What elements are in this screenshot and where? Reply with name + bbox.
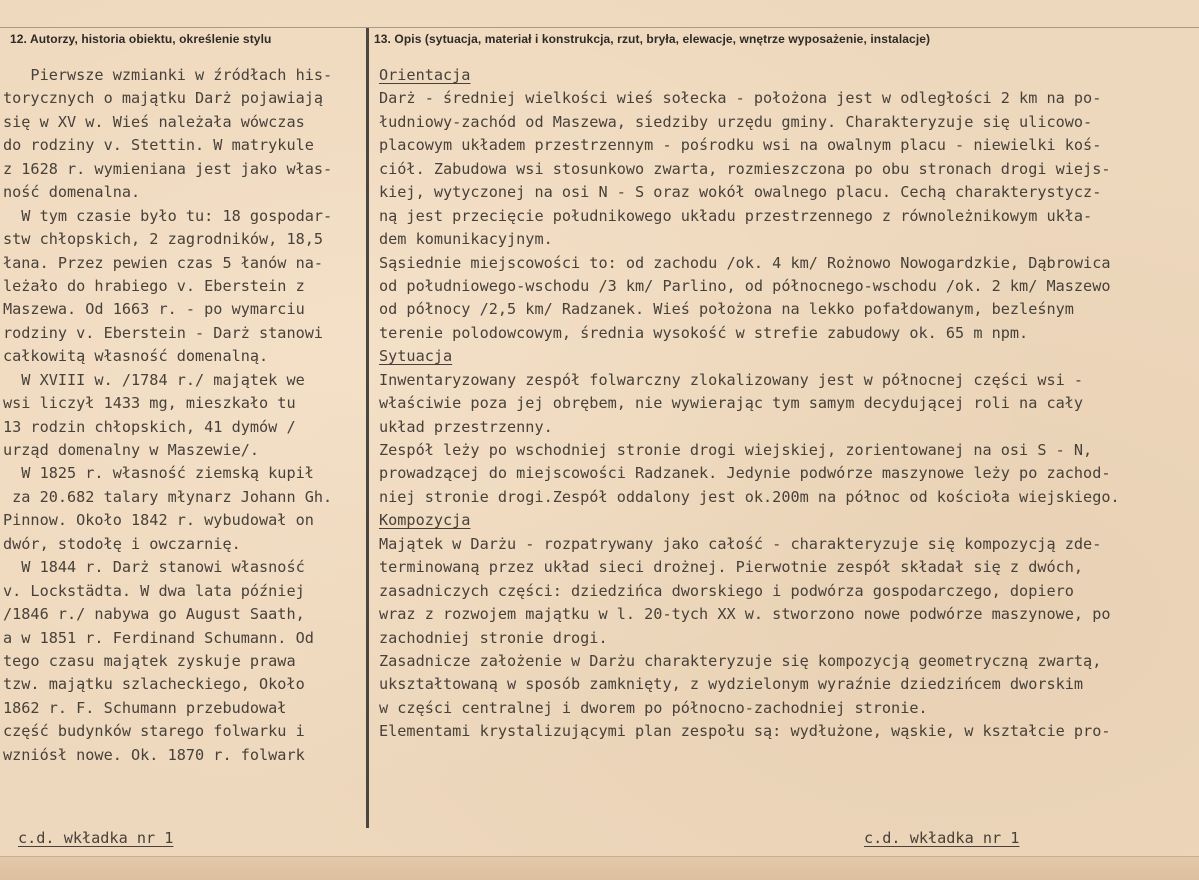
description-text-line: kiej, wytyczonej na osi N - S oraz wokół owalnego placu. Cechą charakterystycz- [379,183,1102,202]
history-text-line: ność domenalna. [3,183,141,202]
history-text-line: rodziny v. Eberstein - Darż stanowi [3,323,324,342]
section-12-continuation-note: c.d. wkładka nr 1 [18,829,174,847]
history-text-line: Pinnow. Około 1842 r. wybudował on [3,511,314,530]
section-12-text [3,64,332,767]
history-text-line: leżało do hrabiego v. Eberstein z [3,276,305,295]
top-rule [0,27,1199,28]
description-text-line: układ przestrzenny. [379,417,553,436]
description-text-line: Inwentaryzowany zespół folwarczny zlokalizowany jest w północnej części wsi - [379,370,1084,389]
history-text-line: W XVIII w. /1784 r./ majątek we [3,370,305,389]
section-12-header: 12. Autorzy, historia obiektu, określenie stylu [10,32,272,46]
history-text-line: 1862 r. F. Schumann przebudował [3,698,287,717]
description-text-line: niej stronie drogi.Zespół oddalony jest ok.200m na północ od kościoła wiejskiego. [379,487,1120,506]
description-text-line: łudniowy-zachód od Maszewa, siedziby urzędu gminy. Charakteryzuje się ulicowo- [379,112,1093,131]
description-text-line: ciół. Zabudowa wsi stosunkowo zwarta, rozmieszczona po obu stronach drogi wiejs- [379,159,1111,178]
description-text-line: Zasadnicze założenie w Darżu charakteryzuje się kompozycją geometryczną zwartą, [379,651,1102,670]
description-text-line: właściwie poza jej obrębem, nie wywierając tym samym decydującej roli na cały [379,394,1084,413]
description-text-line: od północy /2,5 km/ Radzanek. Wieś położona na lekko pofałdowanym, bezleśnym [379,300,1074,319]
description-text-line: placowym układem przestrzennym - pośrodku wsi na owalnym placu - niewielki koś- [379,136,1102,155]
description-text-line: wraz z rozwojem majątku w l. 20-tych XX w. stworzono nowe podwórze maszynowe, po [379,605,1111,624]
section-13-text [379,64,1120,744]
history-text-line: całkowitą własność domenalną. [3,347,269,366]
history-text-line: W 1844 r. Darż stanowi własność [3,558,305,577]
description-text-line: od południowego-wschodu /3 km/ Parlino, od północnego-wschodu /ok. 2 km/ Maszewo [379,276,1111,295]
history-text-line: dwór, stodołę i owczarnię. [3,534,241,553]
description-text-line: Majątek w Darżu - rozpatrywany jako całość - charakteryzuje się kompozycją zde- [379,534,1102,553]
column-divider [366,28,369,828]
history-text-line: v. Lockstädta. W dwa lata później [3,581,305,600]
history-text-line: wsi liczył 1433 mg, mieszkało tu [3,394,296,413]
description-text-line: Darż - średniej wielkości wieś sołecka - położona jest w odległości 2 km na po- [379,89,1102,108]
section-13-continuation-note: c.d. wkładka nr 1 [864,829,1020,847]
history-text-line: W tym czasie było tu: 18 gospodar- [3,206,333,225]
description-text-line: Zespół leży po wschodniej stronie drogi wiejskiej, zorientowanej na osi S - N, [379,441,1093,459]
subsection-heading: Sytuacja [379,347,453,366]
description-text-line: Sąsiednie miejscowości to: od zachodu /ok. 4 km/ Rożnowo Nowogardzkie, Dąbrowica [379,253,1111,272]
section-13-header: 13. Opis (sytuacja, materiał i konstrukcja, rzut, bryła, elewacje, wnętrze wyposażenie, instalacje) [374,32,931,46]
description-text-line: zasadniczych części: dziedzińca dworskiego i podwórza gospodarczego, dopiero [379,581,1074,600]
history-text-line: urząd domenalny w Maszewie/. [3,441,260,459]
history-text-line: W 1825 r. własność ziemską kupił [3,464,314,483]
history-text-line: do rodziny v. Stettin. W matrykule [3,136,314,155]
subsection-heading: Orientacja [379,66,471,84]
history-text-line: wzniósł nowe. Ok. 1870 r. folwark [3,745,305,764]
history-text-line: Maszewa. Od 1663 r. - po wymarciu [3,300,305,319]
page-bottom-edge [0,856,1199,880]
description-text-line: dem komunikacyjnym. [379,230,553,249]
subsection-heading: Kompozycja [379,511,471,530]
history-text-line: stw chłopskich, 2 zagrodników, 18,5 [3,230,324,249]
description-text-line: prowadzącej do miejscowości Radzanek. Jedynie podwórze maszynowe leży po zachod- [379,464,1111,483]
history-text-line: za 20.682 talary młynarz Johann Gh. [3,487,333,506]
description-text-line: zachodniej stronie drogi. [379,628,608,647]
description-text-line: terminowaną przez układ sieci drożnej. Pierwotnie zespół składał się z dwóch, [379,558,1084,577]
history-text-line: 13 rodzin chłopskich, 41 dymów / [3,417,296,436]
description-text-line: ną jest przecięcie południkowego układu przestrzennego z równoleżnikowym ukła- [379,206,1093,225]
history-text-line: tzw. majątku szlacheckiego, Około [3,675,305,694]
history-text-line: a w 1851 r. Ferdinand Schumann. Od [3,628,314,647]
history-text-line: torycznych o majątku Darż pojawiają [3,89,324,108]
history-text-line: /1846 r./ nabywa go August Saath, [3,605,305,624]
history-text-line: tego czasu majątek zyskuje prawa [3,651,296,670]
description-text-line: w części centralnej i dworem po północno-zachodniej stronie. [379,698,928,717]
history-text-line: łana. Przez pewien czas 5 łanów na- [3,253,324,272]
description-text-line: Elementami krystalizującymi plan zespołu są: wydłużone, wąskie, w kształcie pro- [379,722,1111,741]
history-text-line: Pierwsze wzmianki w źródłach his- [3,66,333,84]
history-text-line: z 1628 r. wymieniana jest jako włas- [3,159,333,178]
description-text-line: terenie polodowcowym, średnia wysokość w strefie zabudowy ok. 65 m npm. [379,323,1029,342]
description-text-line: ukształtowaną w sposób zamknięty, z wydzielonym wyraźnie dziedzińcem dworskim [379,675,1084,694]
history-text-line: się w XV w. Wieś należała wówczas [3,112,305,131]
history-text-line: część budynków starego folwarku i [3,722,305,741]
